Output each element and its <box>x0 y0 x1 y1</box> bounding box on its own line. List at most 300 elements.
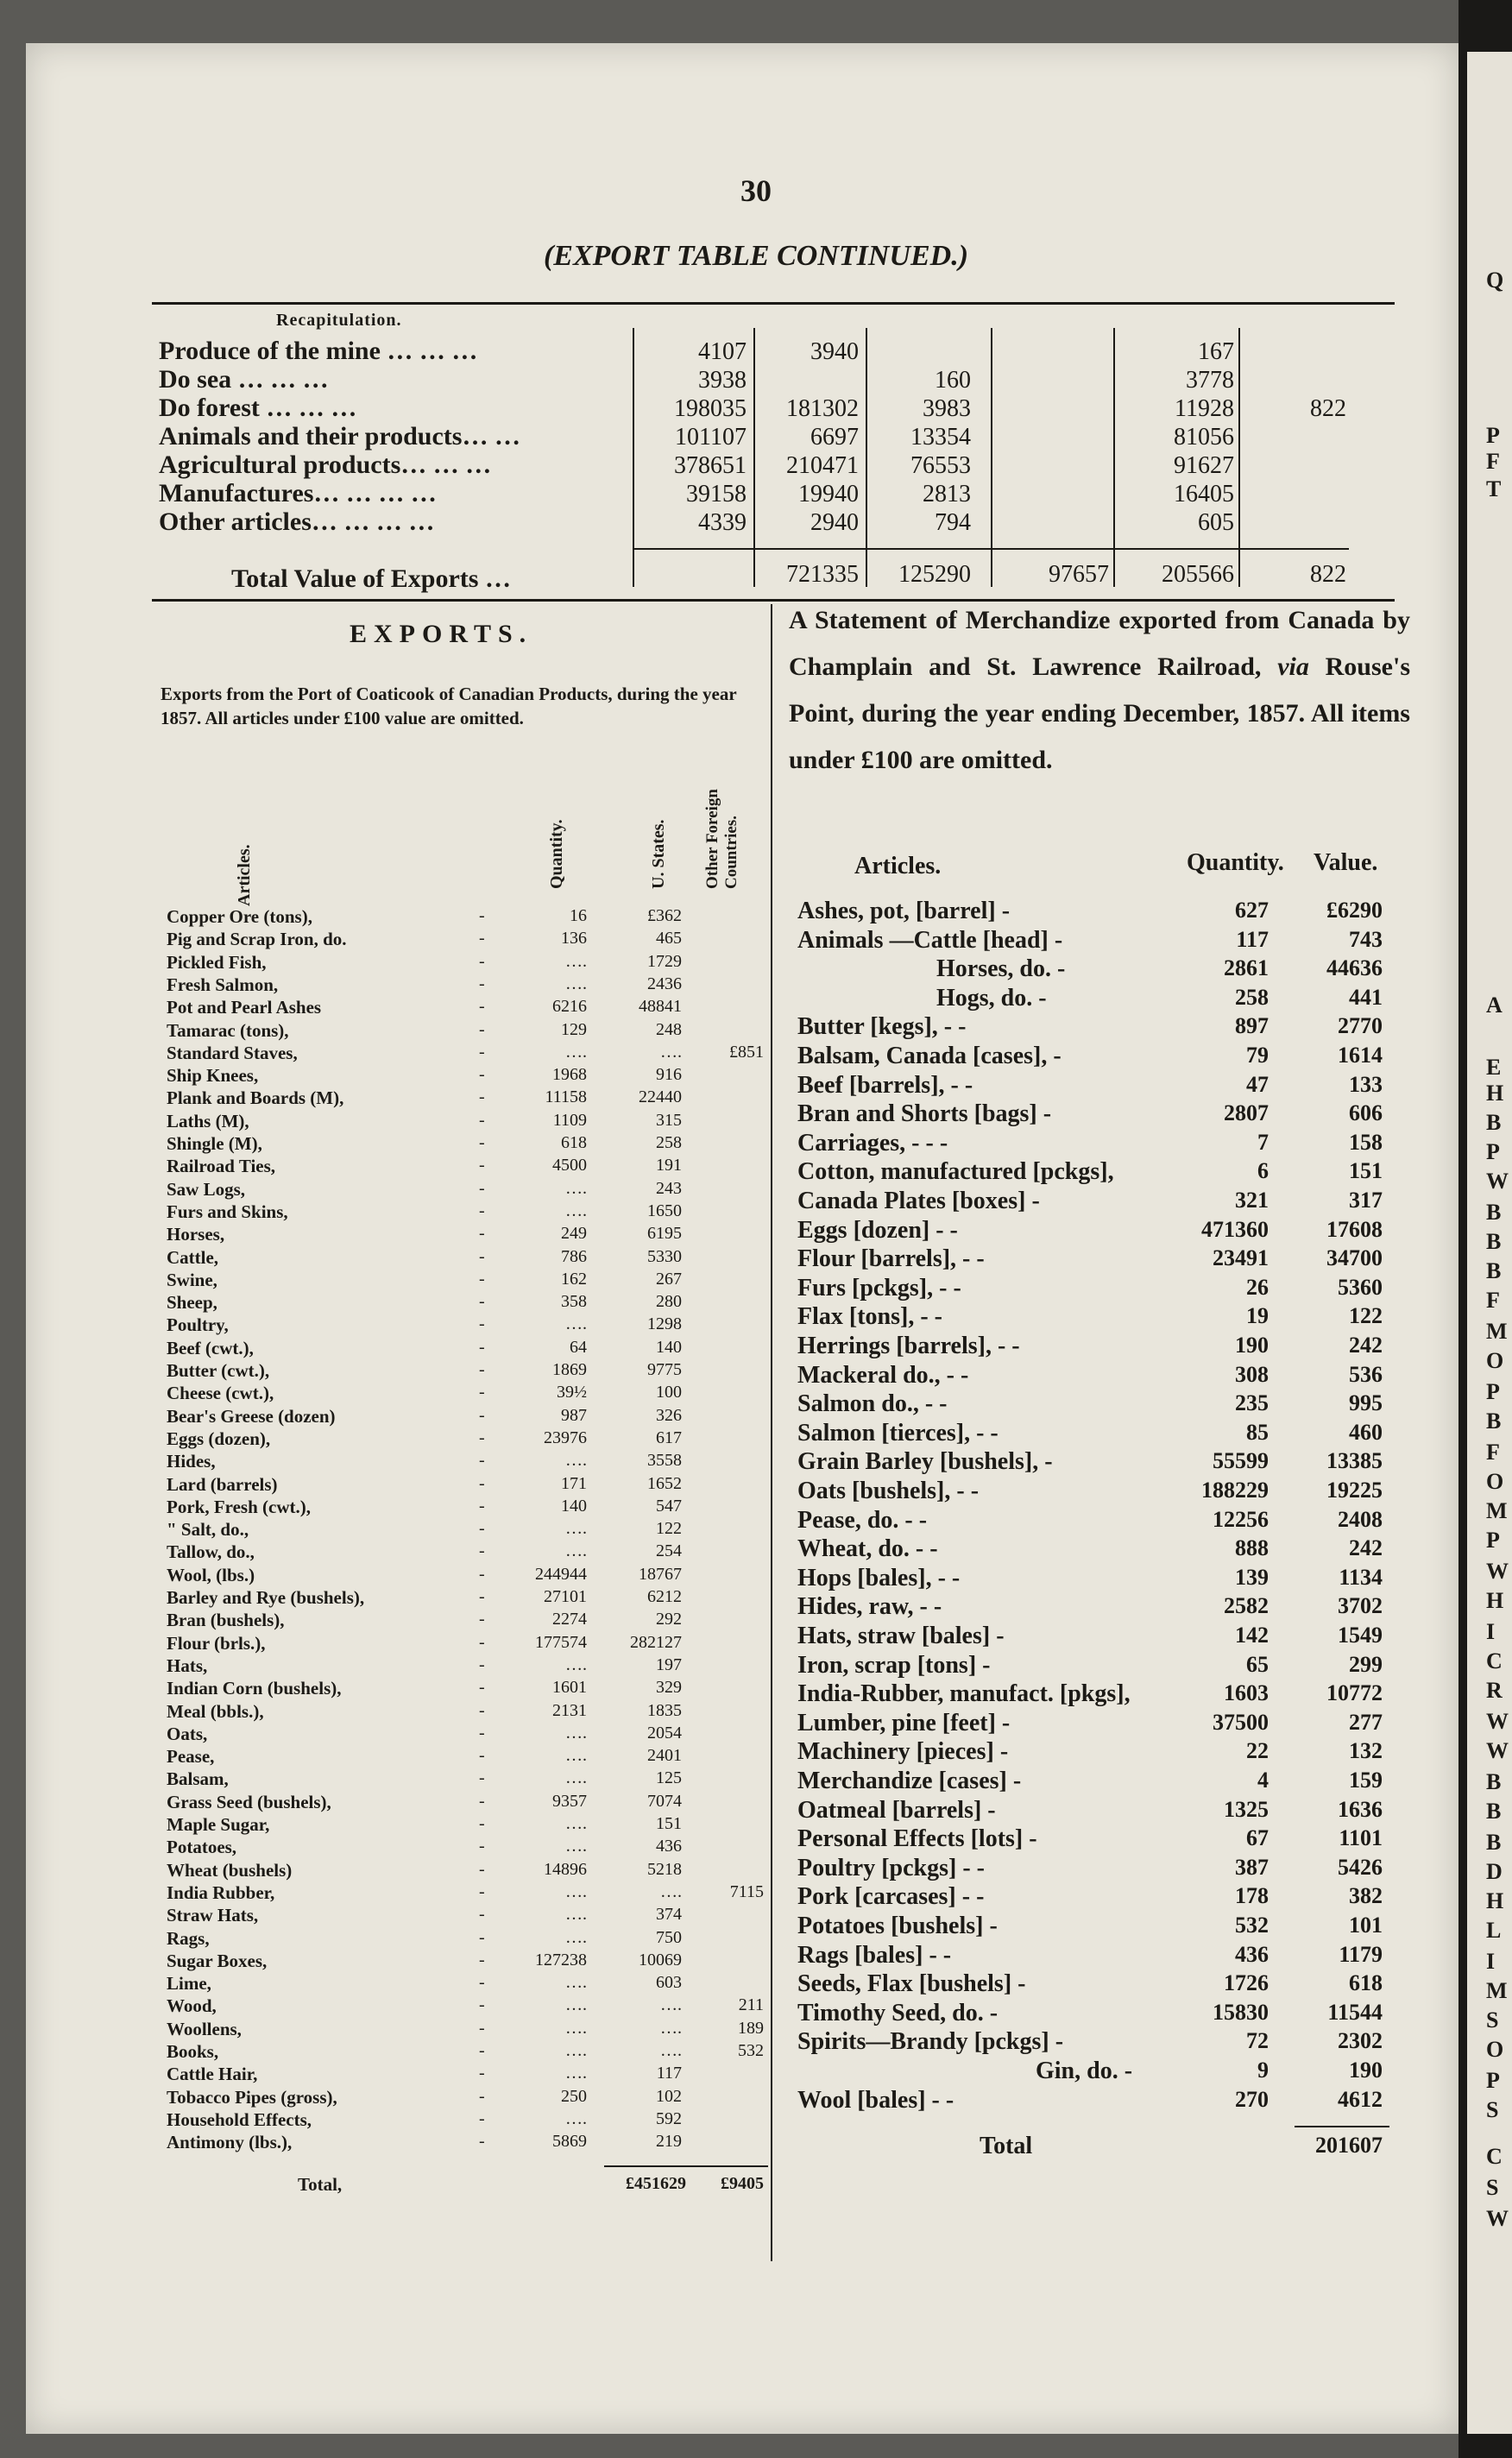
recap-value: 3940 <box>810 338 859 365</box>
left-row-article: Furs and Skins, <box>167 1201 288 1222</box>
left-row-us: 1729 <box>647 952 682 971</box>
left-row-article: Tallow, do., <box>167 1541 255 1562</box>
recap-value: 101107 <box>675 424 747 451</box>
right-row-value: 13385 <box>1326 1448 1383 1473</box>
facing-page-letter: P <box>1486 423 1500 448</box>
left-row-us: 315 <box>656 1111 682 1130</box>
facing-page-letter: B <box>1486 1830 1502 1855</box>
left-col-rule <box>771 604 772 2261</box>
facing-page-letter: O <box>1486 1469 1504 1494</box>
right-row-value: 133 <box>1349 1072 1383 1097</box>
recap-value: 76553 <box>910 452 971 479</box>
right-row-article: Beef [barrels], - - <box>797 1072 973 1099</box>
left-row-dash: - <box>479 1020 485 1039</box>
right-row-value: 460 <box>1349 1420 1383 1445</box>
left-row-quantity: …. <box>565 952 587 971</box>
left-row-article: Wool, (lbs.) <box>167 1565 255 1585</box>
left-row-article: Plank and Boards (M), <box>167 1087 344 1108</box>
left-row-quantity: 250 <box>561 2087 587 2106</box>
left-row-quantity: …. <box>565 2019 587 2038</box>
facing-page-letter: P <box>1486 1379 1500 1404</box>
left-row-quantity: …. <box>565 974 587 993</box>
left-row-dash: - <box>479 929 485 948</box>
right-row-value: 3702 <box>1338 1593 1383 1618</box>
left-total-us: £451629 <box>626 2174 686 2193</box>
left-title: EXPORTS. <box>350 620 533 648</box>
left-row-quantity: 5869 <box>552 2132 587 2151</box>
left-row-article: Saw Logs, <box>167 1179 246 1200</box>
left-row-quantity: …. <box>565 2109 587 2128</box>
right-row-value: 122 <box>1349 1303 1383 1328</box>
recap-value: 91627 <box>1174 452 1234 479</box>
right-row-value: 34700 <box>1326 1245 1383 1270</box>
continued-title: (EXPORT TABLE CONTINUED.) <box>543 240 969 272</box>
right-row-value: 1636 <box>1338 1797 1383 1822</box>
right-row-quantity: 532 <box>1235 1913 1269 1938</box>
facing-page-letter: A <box>1486 993 1503 1018</box>
left-row-quantity: 987 <box>561 1406 587 1425</box>
left-row-quantity: 127238 <box>535 1951 587 1970</box>
recap-total-rule <box>633 548 1349 550</box>
right-row-quantity: 258 <box>1235 985 1269 1010</box>
right-row-value: 190 <box>1349 2058 1383 2083</box>
left-row-dash: - <box>479 1451 485 1470</box>
facing-page-letter: W <box>1486 2206 1509 2231</box>
right-total-rule <box>1295 2126 1389 2127</box>
facing-page-letter: H <box>1486 1888 1504 1913</box>
recap-total-label: Total Value of Exports … <box>231 564 511 593</box>
right-row-value: 1101 <box>1339 1825 1383 1850</box>
facing-page-letter: C <box>1486 2144 1503 2169</box>
left-row-quantity: …. <box>565 1451 587 1470</box>
right-row-article: Gin, do. - <box>1036 2058 1133 2084</box>
left-row-article: Tobacco Pipes (gross), <box>167 2087 337 2108</box>
facing-page-letter: B <box>1486 1200 1502 1225</box>
left-row-article: Ship Knees, <box>167 1065 259 1086</box>
right-row-article: Iron, scrap [tons] - <box>797 1652 991 1679</box>
right-row-value: 1614 <box>1338 1043 1383 1068</box>
recap-value: 160 <box>935 367 971 394</box>
right-row-quantity: 190 <box>1235 1333 1269 1358</box>
left-row-dash: - <box>479 974 485 993</box>
left-row-article: Wood, <box>167 1995 217 2016</box>
right-row-article: Hats, straw [bales] - <box>797 1623 1005 1649</box>
recap-value: 4339 <box>698 509 747 536</box>
facing-page-letter: F <box>1486 449 1500 474</box>
recap-total-value: 721335 <box>786 561 859 588</box>
left-row-dash: - <box>479 1587 485 1606</box>
facing-page-letter: F <box>1486 1440 1500 1465</box>
right-row-value: 11544 <box>1327 2000 1383 2025</box>
right-row-article: Timothy Seed, do. - <box>797 2000 999 2026</box>
facing-page-letter: W <box>1486 1559 1509 1584</box>
left-row-us: 219 <box>656 2132 682 2151</box>
right-row-article: Potatoes [bushels] - <box>797 1913 998 1939</box>
left-row-dash: - <box>479 1314 485 1333</box>
left-row-quantity: …. <box>565 1882 587 1901</box>
left-row-dash: - <box>479 1133 485 1152</box>
left-total-label: Total, <box>298 2174 343 2195</box>
right-row-value: 44636 <box>1326 955 1383 980</box>
recap-value: 81056 <box>1174 424 1234 451</box>
left-row-dash: - <box>479 906 485 925</box>
left-row-article: Grass Seed (bushels), <box>167 1792 331 1812</box>
left-row-quantity: 162 <box>561 1270 587 1289</box>
left-row-quantity: …. <box>565 1179 587 1198</box>
right-row-article: Hogs, do. - <box>936 985 1047 1012</box>
left-row-dash: - <box>479 1951 485 1970</box>
facing-page-letter: M <box>1486 1498 1508 1523</box>
right-row-quantity: 9 <box>1257 2058 1269 2083</box>
right-row-value: 151 <box>1349 1158 1383 1183</box>
left-row-us: 2054 <box>647 1724 682 1743</box>
facing-page-letter: P <box>1486 1139 1500 1164</box>
right-row-article: Merchandize [cases] - <box>797 1768 1022 1794</box>
left-row-dash: - <box>479 1383 485 1402</box>
recap-value: 378651 <box>674 452 747 479</box>
left-row-dash: - <box>479 1519 485 1538</box>
right-row-quantity: 387 <box>1235 1855 1269 1880</box>
right-row-article: Flax [tons], - - <box>797 1303 942 1330</box>
left-row-quantity: 23976 <box>544 1428 587 1447</box>
left-row-article: Hats, <box>167 1655 208 1676</box>
facing-page-letter: S <box>1486 2097 1499 2122</box>
left-row-us: 6195 <box>647 1224 682 1243</box>
col-us: U. States. <box>649 819 668 889</box>
right-row-article: Salmon [tierces], - - <box>797 1420 999 1446</box>
right-row-quantity: 47 <box>1246 1072 1269 1097</box>
right-row-article: Pease, do. - - <box>797 1507 928 1534</box>
left-row-us: 197 <box>656 1655 682 1674</box>
left-row-us: 151 <box>656 1814 682 1833</box>
left-row-us: 2401 <box>647 1746 682 1765</box>
left-row-us: 326 <box>656 1406 682 1425</box>
left-row-article: Cheese (cwt.), <box>167 1383 274 1403</box>
facing-page-letter: W <box>1486 1169 1509 1194</box>
right-row-article: Balsam, Canada [cases], - <box>797 1043 1062 1069</box>
recap-value: 2813 <box>923 481 971 507</box>
left-total-other: £9405 <box>721 2174 764 2193</box>
facing-page-letter: B <box>1486 1229 1502 1254</box>
left-row-dash: - <box>479 1814 485 1833</box>
right-row-value: 299 <box>1349 1652 1383 1677</box>
right-row-quantity: 139 <box>1235 1565 1269 1590</box>
right-row-value: 2408 <box>1338 1507 1383 1532</box>
left-row-article: Fresh Salmon, <box>167 974 279 995</box>
right-row-value: 995 <box>1349 1390 1383 1415</box>
right-row-value: 743 <box>1349 927 1383 952</box>
left-row-us: 6212 <box>647 1587 682 1606</box>
left-row-article: Pot and Pearl Ashes <box>167 997 322 1018</box>
right-row-quantity: 26 <box>1246 1275 1269 1300</box>
left-row-article: Sugar Boxes, <box>167 1951 268 1971</box>
left-row-dash: - <box>479 1065 485 1084</box>
left-row-quantity: 11158 <box>545 1087 587 1106</box>
left-row-article: Hides, <box>167 1451 216 1472</box>
recap-value: 167 <box>1198 338 1234 365</box>
right-row-value: 242 <box>1349 1333 1383 1358</box>
right-row-article: Poultry [pckgs] - - <box>797 1855 985 1881</box>
left-row-us: 18767 <box>639 1565 682 1584</box>
facing-page-letter: E <box>1486 1055 1502 1080</box>
right-row-article: Canada Plates [boxes] - <box>797 1188 1040 1214</box>
right-row-article: Personal Effects [lots] - <box>797 1825 1037 1852</box>
col-articles: Articles. <box>235 844 254 906</box>
left-row-article: Barley and Rye (bushels), <box>167 1587 365 1608</box>
left-row-dash: - <box>479 1928 485 1947</box>
left-row-dash: - <box>479 2019 485 2038</box>
right-row-quantity: 79 <box>1246 1043 1269 1068</box>
left-row-article: Pig and Scrap Iron, do. <box>167 929 347 949</box>
left-row-quantity: 16 <box>570 906 587 925</box>
left-row-quantity: …. <box>565 1314 587 1333</box>
left-row-us: …. <box>660 2019 682 2038</box>
right-row-value: 17608 <box>1326 1217 1383 1242</box>
left-row-quantity: 1109 <box>552 1111 587 1130</box>
left-row-other: 211 <box>738 1995 764 2014</box>
left-row-us: 374 <box>656 1905 682 1924</box>
left-row-quantity: 136 <box>561 929 587 948</box>
right-row-quantity: 188229 <box>1201 1478 1269 1503</box>
right-row-quantity: 55599 <box>1213 1448 1269 1473</box>
right-row-quantity: 2807 <box>1224 1100 1269 1125</box>
left-row-other: 189 <box>738 2019 764 2038</box>
facing-page-letter: S <box>1486 2007 1499 2033</box>
right-row-quantity: 1726 <box>1224 1970 1269 1995</box>
left-row-quantity: 14896 <box>544 1860 587 1879</box>
left-row-dash: - <box>479 1474 485 1493</box>
left-row-quantity: …. <box>565 1541 587 1560</box>
recap-row-label: Other articles… … … … <box>159 507 435 536</box>
recap-row-label: Do sea … … … <box>159 365 329 394</box>
left-row-us: 10069 <box>639 1951 682 1970</box>
recap-total-value: 97657 <box>1049 561 1109 588</box>
facing-page-letter: R <box>1486 1678 1503 1703</box>
right-row-value: 618 <box>1349 1970 1383 1995</box>
left-row-quantity: 140 <box>561 1497 587 1516</box>
left-row-us: 282127 <box>630 1633 682 1652</box>
left-row-dash: - <box>479 1655 485 1674</box>
left-row-dash: - <box>479 2109 485 2128</box>
right-row-article: Flour [barrels], - - <box>797 1245 985 1272</box>
left-row-article: Books, <box>167 2041 219 2062</box>
right-row-quantity: 23491 <box>1213 1245 1269 1270</box>
left-row-article: Pease, <box>167 1746 215 1767</box>
left-row-quantity: …. <box>565 1928 587 1947</box>
right-row-article: India-Rubber, manufact. [pkgs], <box>797 1680 1131 1707</box>
recap-value: 3778 <box>1186 367 1234 394</box>
left-row-other: 532 <box>738 2041 764 2060</box>
left-row-dash: - <box>479 1360 485 1379</box>
left-row-quantity: …. <box>565 1973 587 1992</box>
left-row-us: £362 <box>647 906 682 925</box>
left-row-us: 280 <box>656 1292 682 1311</box>
left-row-article: " Salt, do., <box>167 1519 249 1540</box>
right-row-quantity: 65 <box>1246 1652 1269 1677</box>
right-row-value: 536 <box>1349 1362 1383 1387</box>
facing-page-letter: S <box>1486 2175 1499 2200</box>
right-row-value: 1179 <box>1339 1942 1383 1967</box>
right-row-article: Wool [bales] - - <box>797 2087 954 2114</box>
right-row-value: 132 <box>1349 1738 1383 1763</box>
left-row-other: £851 <box>729 1043 764 1062</box>
right-row-article: Machinery [pieces] - <box>797 1738 1009 1765</box>
left-row-article: Copper Ore (tons), <box>167 906 312 927</box>
left-row-dash: - <box>479 1541 485 1560</box>
left-total-rule <box>604 2165 768 2167</box>
recap-top-rule <box>152 302 1395 305</box>
right-row-value: 19225 <box>1326 1478 1383 1503</box>
recap-row-label: Manufactures… … … … <box>159 479 437 507</box>
left-row-dash: - <box>479 1428 485 1447</box>
recap-value: 605 <box>1198 509 1234 536</box>
recap-total-value: 822 <box>1310 561 1346 588</box>
left-row-dash: - <box>479 1497 485 1516</box>
left-row-article: Cattle, <box>167 1247 219 1268</box>
right-row-quantity: 321 <box>1235 1188 1269 1213</box>
left-row-quantity: …. <box>565 2064 587 2083</box>
recap-value: 210471 <box>786 452 859 479</box>
left-row-article: Cattle Hair, <box>167 2064 258 2084</box>
left-row-us: 243 <box>656 1179 682 1198</box>
facing-page-letter: O <box>1486 1348 1504 1373</box>
left-row-article: Standard Staves, <box>167 1043 298 1063</box>
left-row-quantity: 618 <box>561 1133 587 1152</box>
left-row-quantity: 27101 <box>544 1587 587 1606</box>
left-row-us: 916 <box>656 1065 682 1084</box>
left-row-us: 750 <box>656 1928 682 1947</box>
left-row-dash: - <box>479 1292 485 1311</box>
right-row-article: Salmon do., - - <box>797 1390 948 1417</box>
right-row-quantity: 19 <box>1246 1303 1269 1328</box>
recap-total-value: 205566 <box>1162 561 1234 588</box>
recap-value: 19940 <box>798 481 859 507</box>
recap-total-value: 125290 <box>898 561 971 588</box>
recap-value: 11928 <box>1175 395 1234 422</box>
right-row-quantity: 12256 <box>1213 1507 1269 1532</box>
right-row-article: Rags [bales] - - <box>797 1942 952 1969</box>
left-row-quantity: …. <box>565 1905 587 1924</box>
left-row-quantity: 6216 <box>552 997 587 1016</box>
facing-page-letter: H <box>1486 1588 1504 1613</box>
left-row-article: Shingle (M), <box>167 1133 262 1154</box>
left-row-article: Lard (barrels) <box>167 1474 278 1495</box>
right-row-quantity: 888 <box>1235 1535 1269 1560</box>
recap-heading: Recapitulation. <box>276 311 402 330</box>
facing-page-letter: D <box>1486 1859 1503 1884</box>
facing-page-letter: M <box>1486 1319 1508 1344</box>
col-quantity: Quantity. <box>547 819 566 889</box>
right-row-article: Eggs [dozen] - - <box>797 1217 958 1244</box>
left-row-article: Balsam, <box>167 1768 229 1789</box>
facing-page-letter: B <box>1486 1258 1502 1283</box>
facing-page-letter: Q <box>1486 268 1504 293</box>
left-row-dash: - <box>479 2041 485 2060</box>
right-row-value: 5360 <box>1338 1275 1383 1300</box>
right-row-quantity: 37500 <box>1213 1710 1269 1735</box>
right-row-article: Cotton, manufactured [pckgs], <box>797 1158 1114 1185</box>
right-row-value: 606 <box>1349 1100 1383 1125</box>
left-row-dash: - <box>479 1633 485 1652</box>
left-row-quantity: 129 <box>561 1020 587 1039</box>
left-row-quantity: …. <box>565 1768 587 1787</box>
left-row-quantity: 358 <box>561 1292 587 1311</box>
left-row-quantity: 64 <box>570 1338 587 1357</box>
right-row-quantity: 2861 <box>1224 955 1269 980</box>
facing-page-letter: F <box>1486 1288 1500 1313</box>
left-row-dash: - <box>479 2064 485 2083</box>
left-row-quantity: 177574 <box>535 1633 587 1652</box>
left-row-quantity: …. <box>565 1201 587 1220</box>
left-row-us: 254 <box>656 1541 682 1560</box>
right-row-article: Oatmeal [barrels] - <box>797 1797 996 1824</box>
left-row-article: Oats, <box>167 1724 208 1744</box>
left-row-article: Wheat (bushels) <box>167 1860 293 1881</box>
facing-page-letter: I <box>1486 1949 1496 1974</box>
left-row-quantity: 171 <box>561 1474 587 1493</box>
recap-value: 4107 <box>698 338 747 365</box>
left-row-us: 140 <box>656 1338 682 1357</box>
right-row-quantity: 22 <box>1246 1738 1269 1763</box>
left-row-article: Woollens, <box>167 2019 242 2039</box>
right-row-quantity: 1603 <box>1224 1680 1269 1705</box>
right-row-quantity: 15830 <box>1213 2000 1269 2025</box>
page-number: 30 <box>740 173 772 208</box>
right-row-article: Carriages, - - - <box>797 1130 948 1157</box>
left-row-dash: - <box>479 1837 485 1856</box>
left-row-us: 9775 <box>647 1360 682 1379</box>
right-row-quantity: 627 <box>1235 898 1269 923</box>
left-row-article: Eggs (dozen), <box>167 1428 271 1449</box>
recap-row-label: Agricultural products… … … <box>159 451 492 479</box>
left-row-us: …. <box>660 1995 682 2014</box>
facing-page-letter: C <box>1486 1648 1503 1673</box>
right-row-value: £6290 <box>1326 898 1383 923</box>
left-row-quantity: 39½ <box>557 1383 587 1402</box>
right-row-article: Butter [kegs], - - <box>797 1013 967 1040</box>
left-row-article: Flour (brls.), <box>167 1633 266 1654</box>
facing-page-letter: W <box>1486 1709 1509 1734</box>
right-row-article: Hides, raw, - - <box>797 1593 942 1620</box>
left-row-us: 248 <box>656 1020 682 1039</box>
right-row-value: 4612 <box>1338 2087 1383 2112</box>
left-row-us: 592 <box>656 2109 682 2128</box>
left-row-dash: - <box>479 1043 485 1062</box>
left-row-us: 5330 <box>647 1247 682 1266</box>
left-row-article: Rags, <box>167 1928 210 1949</box>
left-row-article: Bear's Greese (dozen) <box>167 1406 336 1427</box>
left-row-us: 603 <box>656 1973 682 1992</box>
left-row-article: Meal (bbls.), <box>167 1701 264 1722</box>
left-row-quantity: 1968 <box>552 1065 587 1084</box>
left-row-article: Tamarac (tons), <box>167 1020 289 1041</box>
left-row-article: Swine, <box>167 1270 217 1290</box>
right-row-value: 10772 <box>1326 1680 1383 1705</box>
left-row-us: 329 <box>656 1678 682 1697</box>
facing-page-letter: T <box>1486 476 1502 501</box>
right-row-quantity: 117 <box>1236 927 1269 952</box>
left-row-us: 547 <box>656 1497 682 1516</box>
left-row-dash: - <box>479 1338 485 1357</box>
left-row-us: …. <box>660 1043 682 1062</box>
left-row-us: 102 <box>656 2087 682 2106</box>
right-total-value: 201607 <box>1315 2133 1383 2158</box>
left-row-us: 5218 <box>647 1860 682 1879</box>
right-row-quantity: 2582 <box>1224 1593 1269 1618</box>
left-row-article: Railroad Ties, <box>167 1156 276 1176</box>
right-row-quantity: 270 <box>1235 2087 1269 2112</box>
left-row-quantity: …. <box>565 1995 587 2014</box>
